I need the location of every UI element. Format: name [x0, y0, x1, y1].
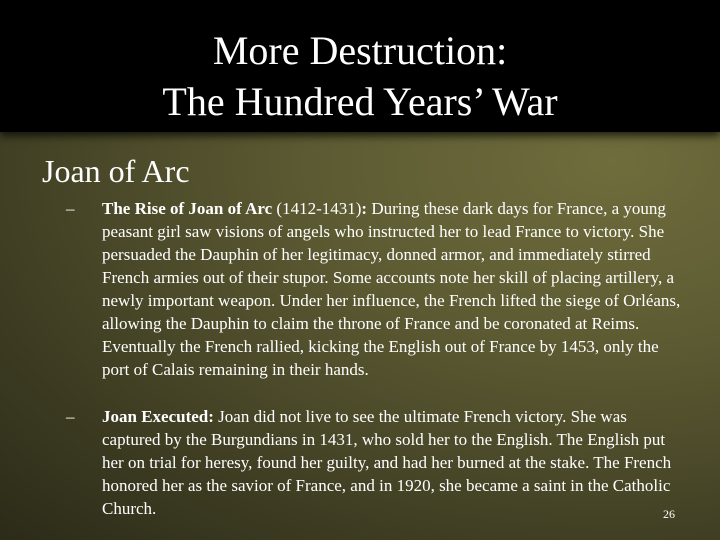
bullet-term: Joan Executed: — [102, 407, 214, 426]
bullet-colon: : — [361, 199, 368, 218]
title-line-1: More Destruction: — [212, 28, 508, 73]
title-bar — [0, 0, 720, 132]
bullet-text: Joan did not live to see the ultimate French victory. She was captured by the Burgundians in 1431, who sold her to the English. The English put her on trial for heresy, found her guilty, and had her burned at the stake. The French honored her as the savior of France, and in 1920, she became a saint in the Catholic Church. — [102, 407, 672, 518]
title-line-2: The Hundred Years’ War — [162, 79, 558, 124]
bullet-text: During these dark days for France, a young peasant girl saw visions of angels who instructed her to lead France to victory. She persuaded the Dauphin of her legitimacy, donned armor, and immediately stirred French armies out of their stupor. Some accounts note her skill of placing artillery, a newly important weapon. Under her influence, the French lifted the siege of Orléans, allowing the Dauphin to claim the throne of France and be coronated at Reims. Eventually the French rallied, kicking the English out of France by 1453, only the port of Calais remaining in their hands. — [102, 199, 681, 379]
section-heading: Joan of Arc — [42, 153, 190, 189]
bullet-joan-executed — [66, 405, 682, 520]
bullet-dash: – — [66, 199, 75, 218]
page-number: 26 — [663, 507, 675, 521]
bullet-dash: – — [66, 407, 75, 426]
bullet-term: The Rise of Joan of Arc — [102, 199, 273, 218]
bullet-rise-of-joan — [66, 197, 682, 381]
bullet-dates: (1412-1431) — [272, 199, 362, 218]
